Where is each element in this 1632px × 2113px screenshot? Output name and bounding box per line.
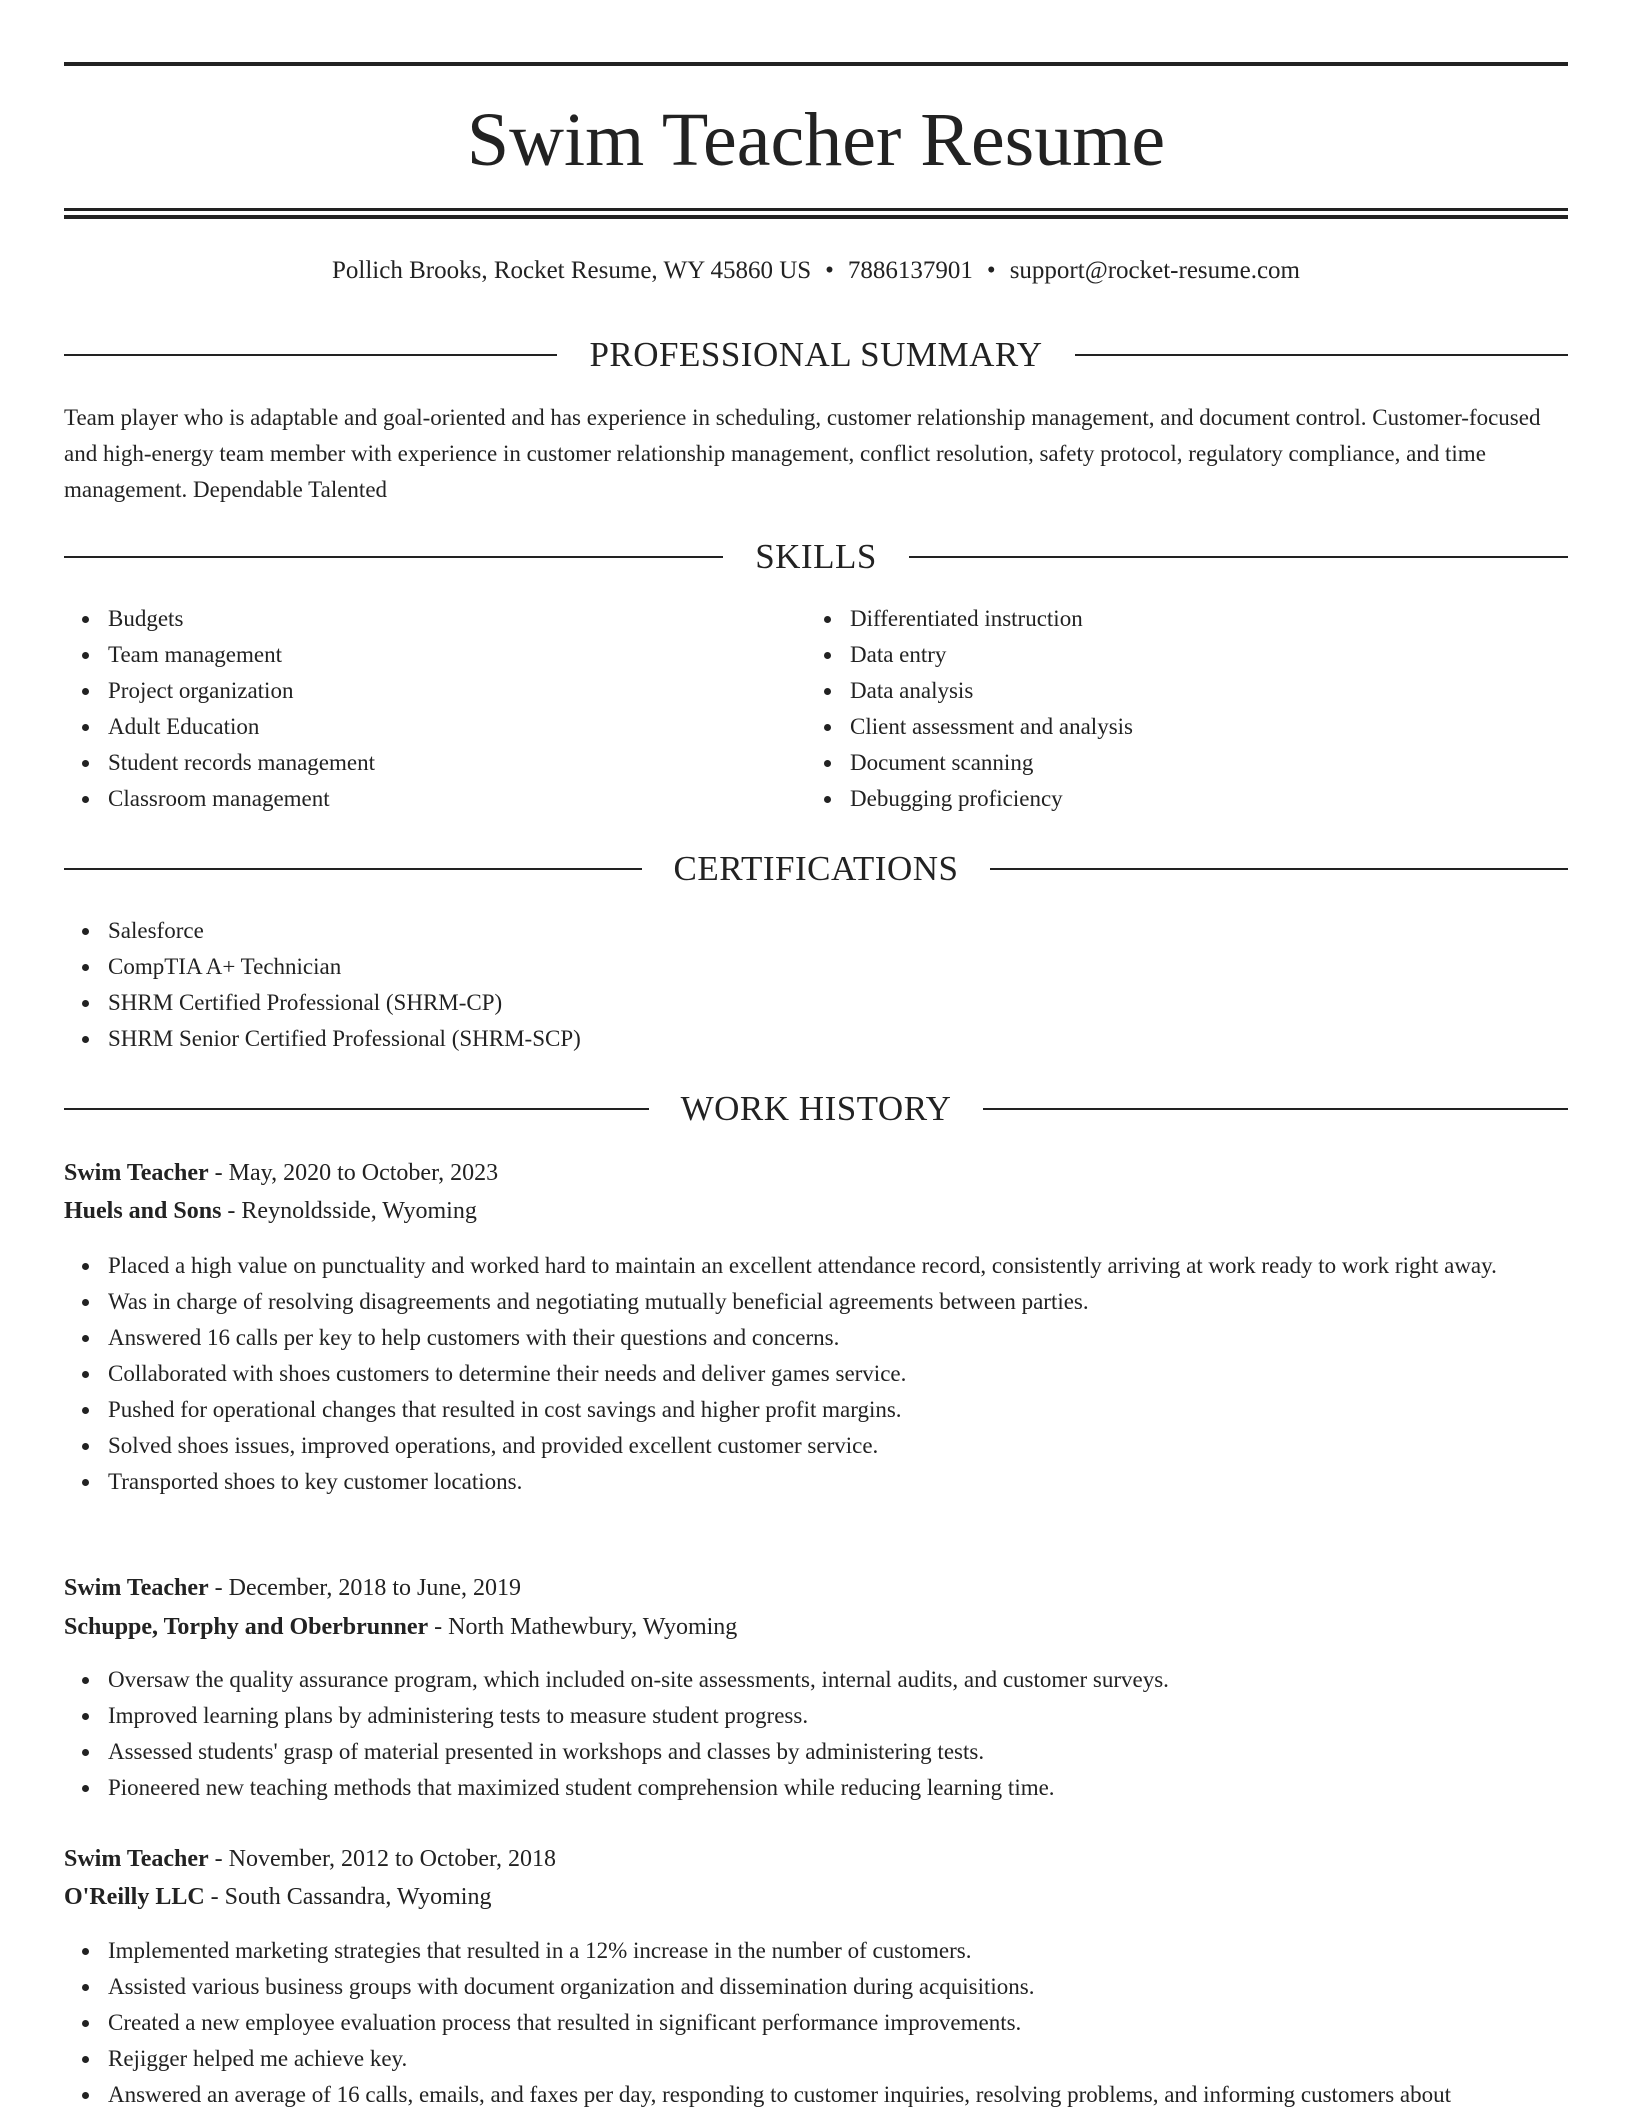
contact-email: support@rocket-resume.com: [1009, 257, 1300, 284]
heading-rule: [983, 1108, 1568, 1110]
certification-item: CompTIA A+ Technician: [108, 949, 1568, 985]
summary-heading-label: PROFESSIONAL SUMMARY: [589, 335, 1043, 374]
job-dates: December, 2018 to June, 2019: [228, 1575, 521, 1601]
summary-text: Team player who is adaptable and goal-oriented and has experience in scheduling, customer relationship management, and document control. Customer-focused and high-energy team member with experience in customer relationship management, conflict resolution, safety protocol, regulatory compliance, and time management. Dependable Talented: [64, 405, 1541, 502]
job-company-line: [64, 1609, 1568, 1645]
job-bullet: Pioneered new teaching methods that maximized student comprehension while reducing learning time.: [108, 1770, 1568, 1806]
heading-rule: [64, 556, 723, 558]
work-history-heading: [64, 1087, 1568, 1131]
job-bullet: Answered 16 calls per key to help customers with their questions and concerns.: [108, 1320, 1568, 1356]
job-location: Reynoldsside, Wyoming: [241, 1198, 477, 1224]
heading-rule: [990, 868, 1568, 870]
job-bullets: [64, 1248, 1568, 1500]
contact-phone: 7886137901: [847, 257, 973, 284]
job-dash: -: [204, 1884, 225, 1910]
job-bullet: Transported shoes to key customer locations.: [108, 1464, 1568, 1500]
job-dash: -: [221, 1198, 242, 1224]
certifications-heading: [64, 847, 1568, 891]
job-bullets: [64, 1662, 1568, 1806]
job-dates: May, 2020 to October, 2023: [228, 1160, 499, 1186]
heading-rule: [64, 354, 557, 356]
contact-address: Pollich Brooks, Rocket Resume, WY 45860 US: [332, 257, 812, 284]
heading-rule: [909, 556, 1568, 558]
skill-item: Classroom management: [108, 781, 808, 817]
skills-list-right: [806, 601, 1550, 817]
job-bullet: Improved learning plans by administering tests to measure student progress.: [108, 1698, 1568, 1734]
job-company: O'Reilly LLC: [64, 1884, 205, 1910]
job-dash: -: [208, 1575, 229, 1601]
resume-title: Swim Teacher Resume: [466, 98, 1166, 182]
skill-item: Adult Education: [108, 709, 808, 745]
job-bullet: Implemented marketing strategies that resulted in a 12% increase in the number of customers.: [108, 1933, 1568, 1969]
certification-item: Salesforce: [108, 913, 1568, 949]
certifications-list: [64, 913, 1568, 1057]
job-bullet: Solved shoes issues, improved operations, and provided excellent customer service.: [108, 1428, 1568, 1464]
job-bullet: Created a new employee evaluation process that resulted in significant performance improvements.: [108, 2005, 1568, 2041]
job-company: Schuppe, Torphy and Oberbrunner: [64, 1614, 429, 1640]
skills-heading-label: SKILLS: [755, 537, 877, 576]
contact-separator: •: [825, 257, 834, 284]
job-bullet: Rejigger helped me achieve key.: [108, 2041, 1568, 2077]
skill-item: Document scanning: [850, 745, 1550, 781]
top-rule: [64, 62, 1568, 66]
job-bullet: Assisted various business groups with document organization and dissemination during acquisitions.: [108, 1969, 1568, 2005]
summary-heading: [64, 333, 1568, 377]
job-bullet: Was in charge of resolving disagreements and negotiating mutually beneficial agreements between parties.: [108, 1284, 1568, 1320]
contact-line: [64, 253, 1568, 289]
heading-rule: [64, 1108, 649, 1110]
job-company-line: [64, 1879, 1568, 1915]
skill-item: Debugging proficiency: [850, 781, 1550, 817]
skill-item: Data analysis: [850, 673, 1550, 709]
skill-item: Differentiated instruction: [850, 601, 1550, 637]
job-bullet: Assessed students' grasp of material presented in workshops and classes by administering tests.: [108, 1734, 1568, 1770]
skill-item: Budgets: [108, 601, 808, 637]
job-dash: -: [208, 1846, 229, 1872]
job-location: North Mathewbury, Wyoming: [448, 1614, 738, 1640]
heading-rule: [1075, 354, 1568, 356]
job-company-line: [64, 1193, 1568, 1229]
job-title-line: [64, 1570, 1568, 1606]
job-bullet: Pushed for operational changes that resulted in cost savings and higher profit margins.: [108, 1392, 1568, 1428]
certifications-heading-label: CERTIFICATIONS: [673, 849, 959, 888]
certification-item: SHRM Certified Professional (SHRM-CP): [108, 985, 1568, 1021]
job-bullet: Answered an average of 16 calls, emails, and faxes per day, responding to customer inquiries, resolving problems, and informing customers about: [108, 2077, 1568, 2113]
job-title-line: [64, 1155, 1568, 1191]
work-history-heading-label: WORK HISTORY: [680, 1089, 952, 1128]
job-dash: -: [208, 1160, 229, 1186]
job-title: Swim Teacher: [64, 1575, 209, 1601]
job-location: South Cassandra, Wyoming: [224, 1884, 492, 1910]
job-title-line: [64, 1841, 1568, 1877]
skill-item: Team management: [108, 637, 808, 673]
contact-separator: •: [986, 257, 996, 284]
heading-rule: [64, 868, 642, 870]
job-title: Swim Teacher: [64, 1846, 209, 1872]
skill-item: Project organization: [108, 673, 808, 709]
skills-list-left: [64, 601, 808, 817]
title-rule-lower: [64, 215, 1568, 219]
job-dash: -: [428, 1614, 449, 1640]
job-bullets: [64, 1933, 1568, 2113]
job-dates: November, 2012 to October, 2018: [228, 1846, 557, 1872]
job-title: Swim Teacher: [64, 1160, 209, 1186]
job-company: Huels and Sons: [64, 1198, 222, 1224]
skills-heading: [64, 535, 1568, 579]
skill-item: Client assessment and analysis: [850, 709, 1550, 745]
certification-item: SHRM Senior Certified Professional (SHRM-SCP): [108, 1021, 1568, 1057]
job-bullet: Oversaw the quality assurance program, which included on-site assessments, internal audits, and customer surveys.: [108, 1662, 1568, 1698]
job-bullet: Placed a high value on punctuality and worked hard to maintain an excellent attendance record, consistently arriving at work ready to work right away.: [108, 1248, 1568, 1284]
skill-item: Student records management: [108, 745, 808, 781]
title-rule-upper: [64, 208, 1568, 211]
skill-item: Data entry: [850, 637, 1550, 673]
job-bullet: Collaborated with shoes customers to determine their needs and deliver games service.: [108, 1356, 1568, 1392]
